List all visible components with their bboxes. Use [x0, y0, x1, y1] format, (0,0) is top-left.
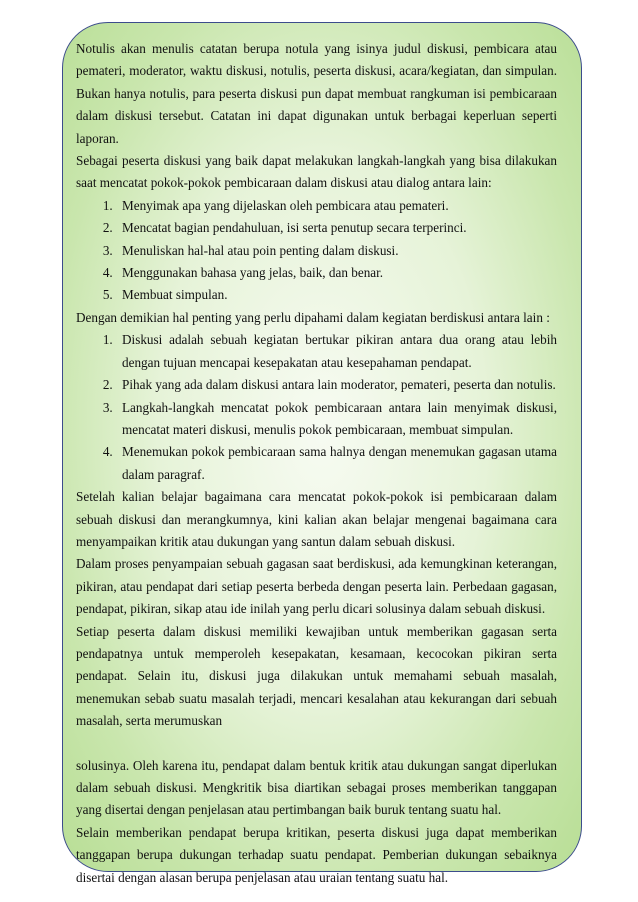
- list-item: 2. Mencatat bagian pendahuluan, isi serta penutup secara terperinci.: [116, 217, 557, 239]
- list-item: 1. Menyimak apa yang dijelaskan oleh pembicara atau pemateri.: [116, 195, 557, 217]
- list-item: 3. Langkah-langkah mencatat pokok pembicaraan antara lain menyimak diskusi, mencatat materi diskusi, menulis pokok pembicaraan, membuat simpulan.: [116, 397, 557, 442]
- paragraph-dukungan: Selain memberikan pendapat berupa kritikan, peserta diskusi juga dapat memberikan tanggapan berupa dukungan terhadap suatu pendapat. Pemberian dukungan sebaiknya disertai dengan alasan berupa penjelasan atau uraian tentang suatu hal.: [76, 824, 557, 885]
- list-item: 4. Menemukan pokok pembicaraan sama halnya dengan menemukan gagasan utama dalam paragraf.: [116, 441, 557, 486]
- paragraph-summary-intro: Dengan demikian hal penting yang perlu dipahami dalam kegiatan berdiskusi antara lain :: [76, 309, 550, 325]
- paragraph-kewajiban-peserta: Setiap peserta dalam diskusi memiliki kewajiban untuk memberikan gagasan serta pendapatnya untuk memperoleh kesepakatan, kesamaan, kecocokan pikiran serta pendapat. Selain itu, diskusi juga dilakukan untuk memahami sebuah masalah, menemukan sebab suatu masalah terjadi, mencari kesalahan atau kekurangan dari sebuah masalah, serta merumuskan: [76, 623, 557, 729]
- list-item: 4. Menggunakan bahasa yang jelas, baik, dan benar.: [116, 262, 557, 284]
- summary-list: [76, 329, 557, 486]
- document-body: [76, 38, 557, 889]
- list-item: 5. Membuat simpulan.: [116, 284, 557, 306]
- paragraph-peserta-intro: Sebagai peserta diskusi yang baik dapat melakukan langkah-langkah yang bisa dilakukan saat mencatat pokok-pokok pembicaraan dalam diskusi atau dialog antara lain:: [76, 153, 557, 191]
- paragraph-notulis: Notulis akan menulis catatan berupa notula yang isinya judul diskusi, pembicara atau pemateri, moderator, waktu diskusi, notulis, peserta diskusi, acara/kegiatan, dan simpulan. Bukan hanya notulis, para peserta diskusi pun dapat membuat rangkuman isi pembicaraan dalam diskusi tersebut. Catatan ini dapat digunakan untuk berbagai keperluan seperti laporan.: [76, 41, 557, 146]
- paragraph-penyampaian-gagasan: Dalam proses penyampaian sebuah gagasan saat berdiskusi, ada kemungkinan keterangan, pikiran, atau pendapat dari setiap peserta berbeda dengan peserta lain. Perbedaan gagasan, pendapat, pikiran, sikap atau ide inilah yang perlu dicari solusinya dalam sebuah diskusi.: [76, 556, 557, 617]
- steps-list: [76, 195, 557, 307]
- paragraph-kritik-intro: Setelah kalian belajar bagaimana cara mencatat pokok-pokok isi pembicaraan dalam sebuah diskusi dan merangkumnya, kini kalian akan belajar mengenai bagaimana cara menyampaikan kritik atau dukungan yang santun dalam sebuah diskusi.: [76, 489, 557, 549]
- paragraph-gap: [76, 733, 557, 755]
- list-item: 1. Diskusi adalah sebuah kegiatan bertukar pikiran antara dua orang atau lebih dengan tujuan mencapai kesepakatan atau kesepahaman pendapat.: [116, 329, 557, 374]
- paragraph-kritik: solusinya. Oleh karena itu, pendapat dalam bentuk kritik atau dukungan sangat diperlukan dalam sebuah diskusi. Mengkritik bisa diartikan sebagai proses memberikan tanggapan yang disertai dengan penjelasan atau pertimbangan baik buruk tentang suatu hal.: [76, 757, 557, 818]
- list-item: 3. Menuliskan hal-hal atau poin penting dalam diskusi.: [116, 240, 557, 262]
- list-item: 2. Pihak yang ada dalam diskusi antara lain moderator, pemateri, peserta dan notulis.: [116, 374, 557, 396]
